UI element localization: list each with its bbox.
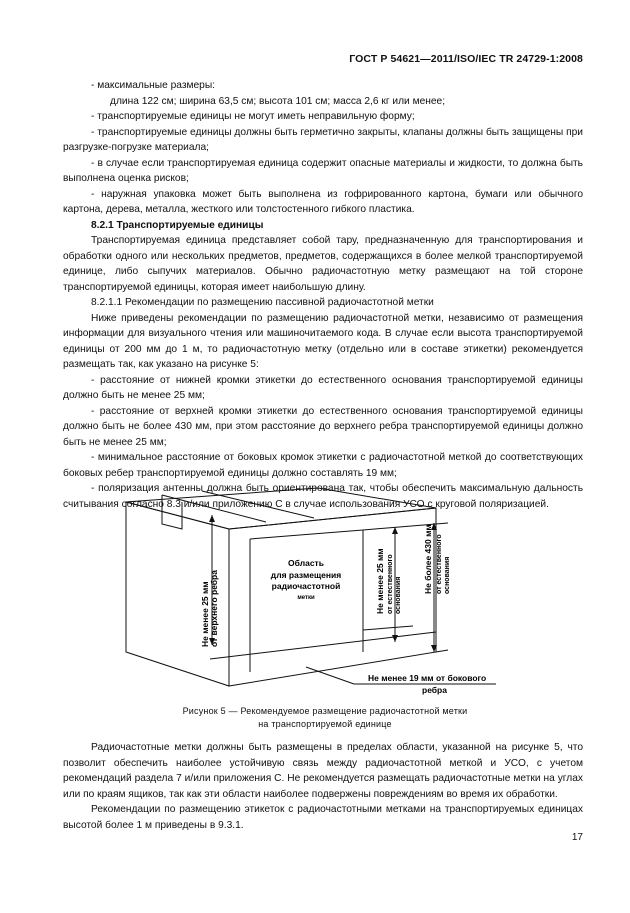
box-front-face [229,508,436,686]
subsection-heading: 8.2.1.1 Рекомендации по размещению пассивной радиочастотной метки [91,297,434,308]
bottom-dimension-label: ребра [422,685,447,695]
box-diagram-svg [118,482,518,700]
page-number: 17 [571,832,583,843]
paragraph: Ниже приведены рекомендации по размещению радиочастотной метки, независимо от размещения информации для визуального чтения или машиночитаемого кода. В случае если высота транспортируемой единицы от 200 мм до 1 м, то радиочастотную метку (отдельно или в составе этикетки) рекомендуется размещать так, как указано на рисунке 5: [63,312,583,370]
paragraph: - наружная упаковка может быть выполнена из гофрированного картона, бумаги или обычного картона, дерева, металла, жесткого или толстостенного гибкого пластика. [63,188,583,215]
paragraph: - в случае если транспортируемая единица содержит опасные материалы и жидкости, то должна быть выполнена оценка рисков; [63,157,583,184]
paragraph: - поляризация антенны должна быть ориентирована так, чтобы обеспечить максимальную дальность считывания согласно 8.3 и/или приложению С в случае использования УСО с круговой поляризацией. [63,483,583,510]
paragraph: Транспортируемая единица представляет собой тару, предназначенную для транспортирования и обработки одного или нескольких предметов, предметов, содержащихся в более мелкой транспортируемой единице, либо сыпучих материалов. Обычно радиочастотную метку размещают на той стороне транспортируемой единицы, которая имеет наибольшую длину. [63,235,583,293]
paragraph: - транспортируемые единицы не могут иметь неправильную форму; [91,111,415,122]
body-text-bottom [63,740,583,833]
left-dimension-label: Не менее 25 мм [200,581,210,647]
figure-caption [130,705,520,731]
tape-line [162,495,266,522]
right-dimension-label: Не более 430 мм [423,524,433,594]
right-dimension-label: от естественного [436,534,443,594]
area-label: метки [297,595,315,601]
box-top-face [126,488,436,529]
section-heading: 8.2.1 Транспортируемые единицы [91,219,264,231]
right-dimension-label: основания [444,556,451,594]
paragraph: - максимальные размеры: [91,80,215,91]
paragraph: - транспортируемые единицы должны быть герметично закрыты, клапаны должны быть защищены при разгрузке-погрузке материала; [63,126,583,153]
caption-line: на транспортируемой единице [258,719,392,729]
label-area-top [250,530,363,539]
paragraph: длина 122 см; ширина 63,5 см; высота 101 см; масса 2,6 кг или менее; [110,95,446,107]
mid-dimension-label: от естественного [387,554,394,614]
left-dimension-label: от верхнего ребра [209,570,219,647]
area-label: радиочастотной [271,581,341,591]
bottom-dimension-label: Не менее 19 мм от бокового [368,673,487,683]
paragraph: Рекомендации по размещению этикеток с радиочастотными метками на транспортируемых единицах высотой более 1 м приведены в 9.3.1. [63,804,583,831]
paragraph: - расстояние от нижней кромки этикетки до естественного основания транспортируемой единицы должно быть не менее 25 мм; [63,374,583,401]
standard-header: ГОСТ Р 54621—2011/ISO/IEC TR 24729-1:2008 [349,53,583,65]
figure-5-box-diagram [118,482,518,700]
bottom-guide-line [210,632,436,659]
area-label: для размещения [270,570,342,580]
body-text-top [63,78,583,512]
paragraph: - расстояние от верхней кромки этикетки до естественного основания транспортируемой единицы должно быть не более 430 мм, при этом расстояние до верхнего ребра транспортируемой единицы должно быть не менее 25 мм; [63,405,583,448]
caption-line: Рисунок 5 — Рекомендуемое размещение радиочастотной метки [182,706,468,716]
paragraph: - минимальное расстояние от боковых кромок этикетки с радиочастотной меткой до соответствующих боковых ребер транспортируемой единицы должно составлять 19 мм; [63,452,583,479]
paragraph: Радиочастотные метки должны быть размещены в пределах области, указанной на рисунке 5, что позволит обеспечить наиболее устойчивую связь между радиочастотной меткой и УСО, с учетом рекомендаций раздела 7 и/или приложения С. Не рекомендуется размещать радиочастотные метки на углах или по краям ящиков, так как эти области наиболее подвержены повреждениям во время их обработки. [63,742,583,800]
area-label: Область [288,558,324,568]
mid-dimension-label: основания [395,576,402,614]
tape-line [202,491,314,518]
mid-dimension-label: Не менее 25 мм [375,548,385,614]
